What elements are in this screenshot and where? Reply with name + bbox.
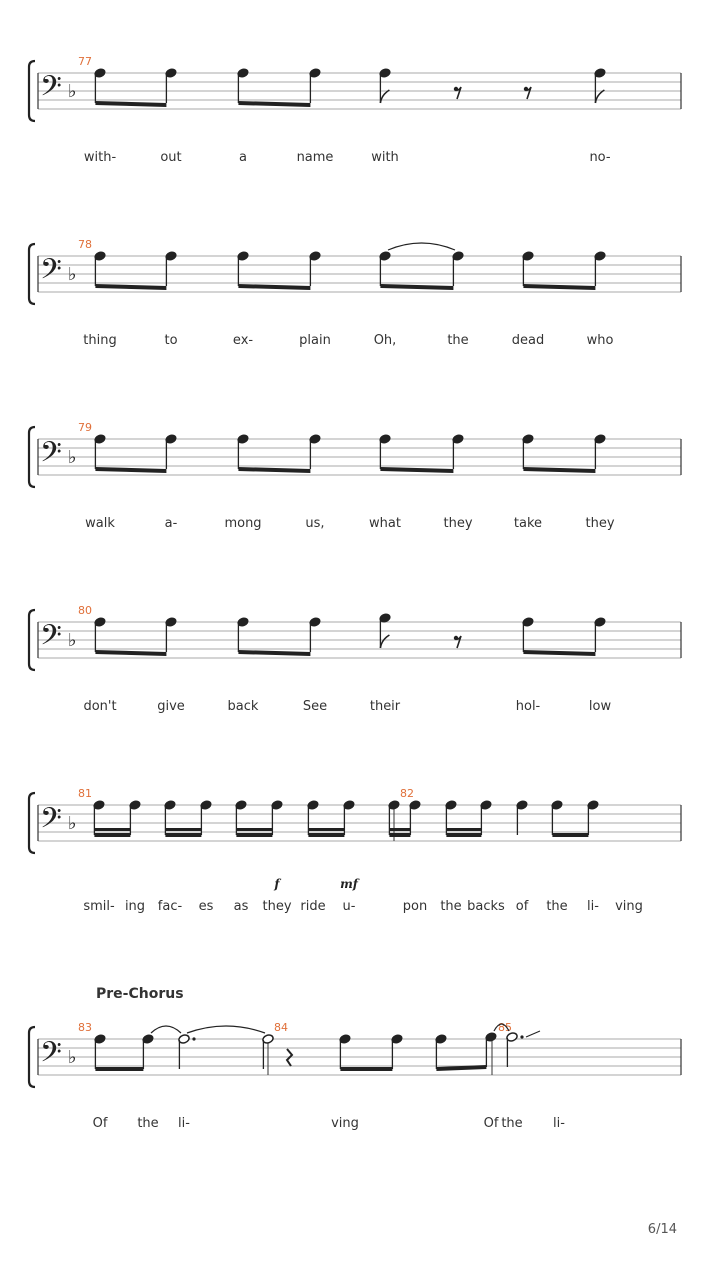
staff-system-3 [29, 421, 681, 487]
lyric-syllable: they [443, 516, 473, 531]
lyric-syllable: thing [83, 333, 117, 348]
note-beam [523, 284, 595, 290]
note-beam [238, 467, 310, 473]
lyric-syllable: the [137, 1116, 159, 1131]
note-beam-secondary [308, 828, 344, 831]
note-beam [389, 833, 410, 837]
lyric-syllable: a [239, 150, 247, 165]
key-flat-icon: ♭ [68, 630, 77, 651]
dynamic-marking: mf [340, 877, 358, 891]
note-beam-secondary [389, 828, 410, 831]
bass-clef-icon: 𝄢 [40, 1036, 62, 1076]
lyric-syllable: what [369, 516, 401, 531]
lyric-syllable: they [585, 516, 615, 531]
lyric-syllable: ing [124, 899, 146, 914]
lyric-syllable: ride [300, 899, 326, 914]
system-bracket [29, 427, 35, 487]
lyric-syllable: to [164, 333, 178, 348]
lyric-syllable: a- [164, 516, 178, 531]
key-flat-icon: ♭ [68, 81, 77, 102]
note-beam-secondary [165, 828, 201, 831]
system-bracket [29, 1027, 35, 1087]
note-flag [380, 635, 389, 648]
note-beam-secondary [446, 828, 481, 831]
lyric-syllable: li- [587, 899, 599, 914]
tie-arc [187, 1026, 265, 1033]
lyric-syllable: mong [224, 516, 262, 531]
note-beam-secondary [94, 828, 130, 831]
note-beam [95, 1067, 143, 1071]
lyric-syllable: with [371, 150, 399, 165]
key-flat-icon: ♭ [68, 1047, 77, 1068]
lyric-syllable: who [586, 333, 614, 348]
lyric-syllable: with- [83, 150, 117, 165]
measure-number: 83 [78, 1021, 92, 1034]
lyric-syllable: the [546, 899, 568, 914]
lyric-syllable: give [157, 699, 185, 714]
note-beam [236, 833, 272, 837]
system-bracket [29, 610, 35, 670]
lyric-syllable: pon [402, 899, 428, 914]
lyric-syllable: hol- [515, 699, 541, 714]
bass-clef-icon: 𝄢 [40, 619, 62, 659]
staff-system-6 [29, 1021, 681, 1087]
system-bracket [29, 244, 35, 304]
note-beam [523, 467, 595, 473]
note-beam [95, 650, 166, 656]
lyric-syllable: as [233, 899, 249, 914]
key-flat-icon: ♭ [68, 264, 77, 285]
key-flat-icon: ♭ [68, 447, 77, 468]
lyric-syllable: walk [85, 516, 115, 531]
lyric-syllable: us, [305, 516, 325, 531]
lyric-syllable: low [588, 699, 612, 714]
lyric-syllable: they [262, 899, 292, 914]
augmentation-dot [520, 1035, 523, 1038]
note-beam [340, 1067, 392, 1071]
lyric-syllable: Oh, [373, 333, 397, 348]
lyric-syllable: ving [615, 899, 643, 914]
key-flat-icon: ♭ [68, 813, 77, 834]
staff-system-5 [29, 787, 681, 853]
dynamic-marking: f [274, 877, 280, 891]
lyric-syllable: no- [589, 150, 611, 165]
lyric-syllable: the [447, 333, 469, 348]
tie-arc [388, 243, 455, 250]
lyric-syllable: li- [553, 1116, 565, 1131]
lyric-syllable: the [440, 899, 462, 914]
measure-number: 81 [78, 787, 92, 800]
note-beam [380, 284, 453, 290]
note-beam [523, 650, 595, 656]
lyric-syllable: u- [342, 899, 356, 914]
measure-number: 79 [78, 421, 92, 434]
note-beam [238, 101, 310, 107]
lyric-syllable: dead [511, 333, 545, 348]
note-beam [238, 284, 310, 290]
measure-number: 84 [274, 1021, 288, 1034]
augmentation-dot [192, 1037, 195, 1040]
lyric-syllable: plain [299, 333, 331, 348]
bass-clef-icon: 𝄢 [40, 802, 62, 842]
system-bracket [29, 61, 35, 121]
note-beam [238, 650, 310, 656]
system-bracket [29, 793, 35, 853]
lyric-syllable: ex- [232, 333, 254, 348]
tie-arc [151, 1026, 181, 1033]
measure-number: 80 [78, 604, 92, 617]
measure-number: 85 [498, 1021, 512, 1034]
note-beam [380, 467, 453, 473]
glissando-line [526, 1031, 540, 1037]
note-flag [380, 90, 389, 103]
lyric-syllable: out [160, 150, 182, 165]
lyric-syllable: See [302, 699, 328, 714]
lyric-syllable: name [296, 150, 334, 165]
lyric-syllable: their [369, 699, 401, 714]
staff-system-4 [29, 604, 681, 670]
lyric-syllable: the [501, 1116, 523, 1131]
measure-number: 78 [78, 238, 92, 251]
note-beam [552, 833, 588, 837]
measure-number: 82 [400, 787, 414, 800]
note-beam [446, 833, 481, 837]
lyric-syllable: take [513, 516, 543, 531]
lyric-syllable: Of [92, 1116, 108, 1131]
note-beam [308, 833, 344, 837]
measure-number: 77 [78, 55, 92, 68]
lyric-syllable: fac- [157, 899, 183, 914]
staff-system-2 [29, 238, 681, 304]
staff-system-1 [29, 55, 681, 121]
note-beam [165, 833, 201, 837]
lyric-syllable: of [515, 899, 529, 914]
section-label: Pre-Chorus [96, 986, 184, 1002]
page-number: 6/14 [647, 1222, 677, 1237]
lyric-syllable: li- [178, 1116, 190, 1131]
bass-clef-icon: 𝄢 [40, 70, 62, 110]
lyric-syllable: ving [331, 1116, 359, 1131]
lyric-syllable: backs [467, 899, 505, 914]
lyric-syllable: back [227, 699, 259, 714]
lyric-syllable: smil- [83, 899, 115, 914]
note-beam [95, 101, 166, 107]
lyric-syllable: don't [83, 699, 117, 714]
lyric-syllable: Of [483, 1116, 499, 1131]
note-beam [94, 833, 130, 837]
bass-clef-icon: 𝄢 [40, 436, 62, 476]
note-beam [95, 284, 166, 290]
bass-clef-icon: 𝄢 [40, 253, 62, 293]
note-flag [595, 90, 604, 103]
lyric-syllable: es [198, 899, 214, 914]
note-beam [95, 467, 166, 473]
note-beam-secondary [236, 828, 272, 831]
